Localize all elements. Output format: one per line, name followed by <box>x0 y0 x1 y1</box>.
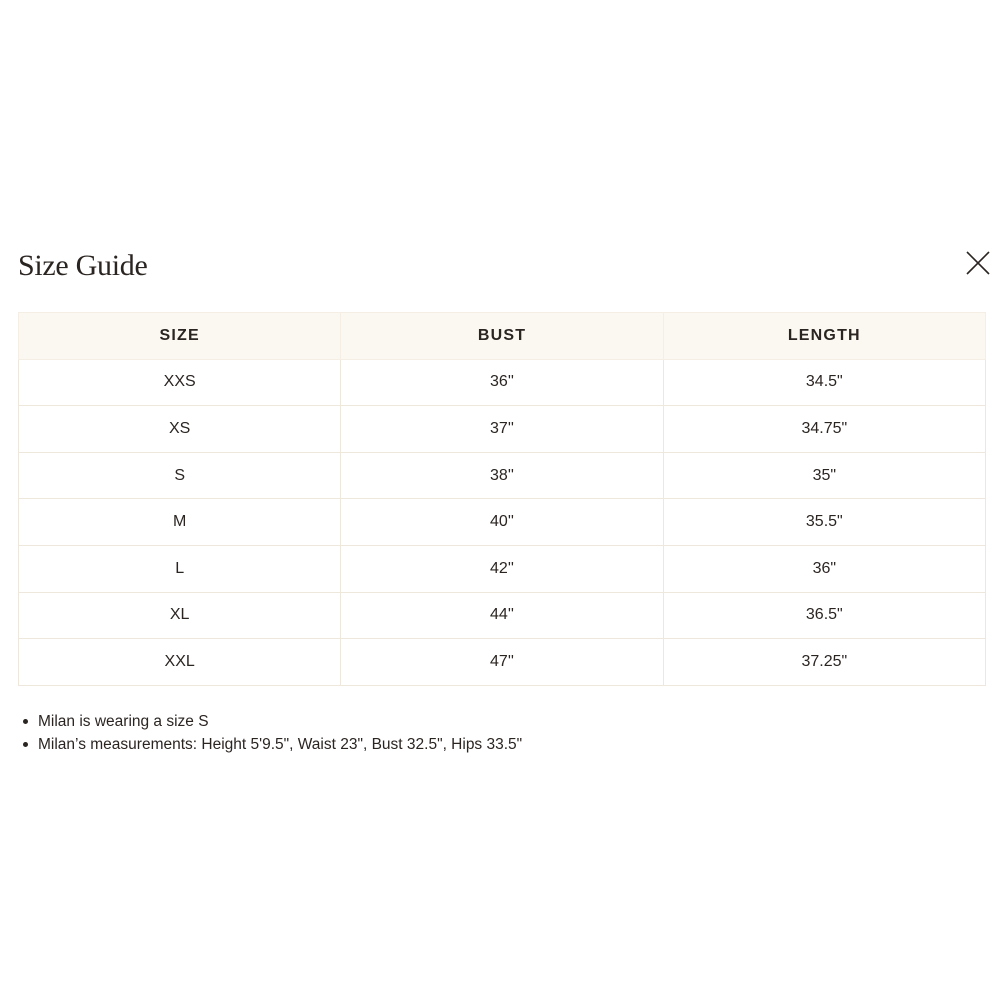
bust-cell: 47'' <box>341 639 663 686</box>
list-item <box>20 710 522 733</box>
table-row <box>19 639 986 686</box>
bust-cell: 42'' <box>341 545 663 592</box>
size-table <box>18 312 986 686</box>
length-cell: 35" <box>663 452 985 499</box>
modal-title: Size Guide <box>18 249 148 282</box>
table-row <box>19 545 986 592</box>
bust-cell: 37'' <box>341 406 663 453</box>
header-row <box>19 313 986 360</box>
close-icon <box>963 248 993 278</box>
table-body <box>19 359 986 685</box>
bust-cell: 38'' <box>341 452 663 499</box>
table-row <box>19 359 986 406</box>
bust-cell: 36'' <box>341 359 663 406</box>
bust-cell: 44'' <box>341 592 663 639</box>
list-item <box>20 733 522 756</box>
column-header-length: LENGTH <box>663 313 985 360</box>
table-row <box>19 452 986 499</box>
length-cell: 36.5" <box>663 592 985 639</box>
bullet-icon <box>23 719 28 724</box>
length-cell: 34.75" <box>663 406 985 453</box>
length-cell: 34.5" <box>663 359 985 406</box>
table-header <box>19 313 986 360</box>
close-button[interactable] <box>963 248 993 278</box>
size-cell: M <box>19 499 341 546</box>
column-header-bust: BUST <box>341 313 663 360</box>
size-cell: S <box>19 452 341 499</box>
size-cell: XXL <box>19 639 341 686</box>
size-cell: XL <box>19 592 341 639</box>
model-notes <box>20 710 522 756</box>
note-text: Milan’s measurements: Height 5'9.5", Waist 23", Bust 32.5", Hips 33.5" <box>38 736 523 753</box>
bust-cell: 40'' <box>341 499 663 546</box>
bullet-icon <box>23 742 28 747</box>
note-text: Milan is wearing a size S <box>38 713 209 730</box>
length-cell: 37.25" <box>663 639 985 686</box>
table-row <box>19 499 986 546</box>
length-cell: 36" <box>663 545 985 592</box>
size-cell: XXS <box>19 359 341 406</box>
length-cell: 35.5" <box>663 499 985 546</box>
size-cell: L <box>19 545 341 592</box>
column-header-size: SIZE <box>19 313 341 360</box>
size-cell: XS <box>19 406 341 453</box>
table-row <box>19 406 986 453</box>
table-row <box>19 592 986 639</box>
